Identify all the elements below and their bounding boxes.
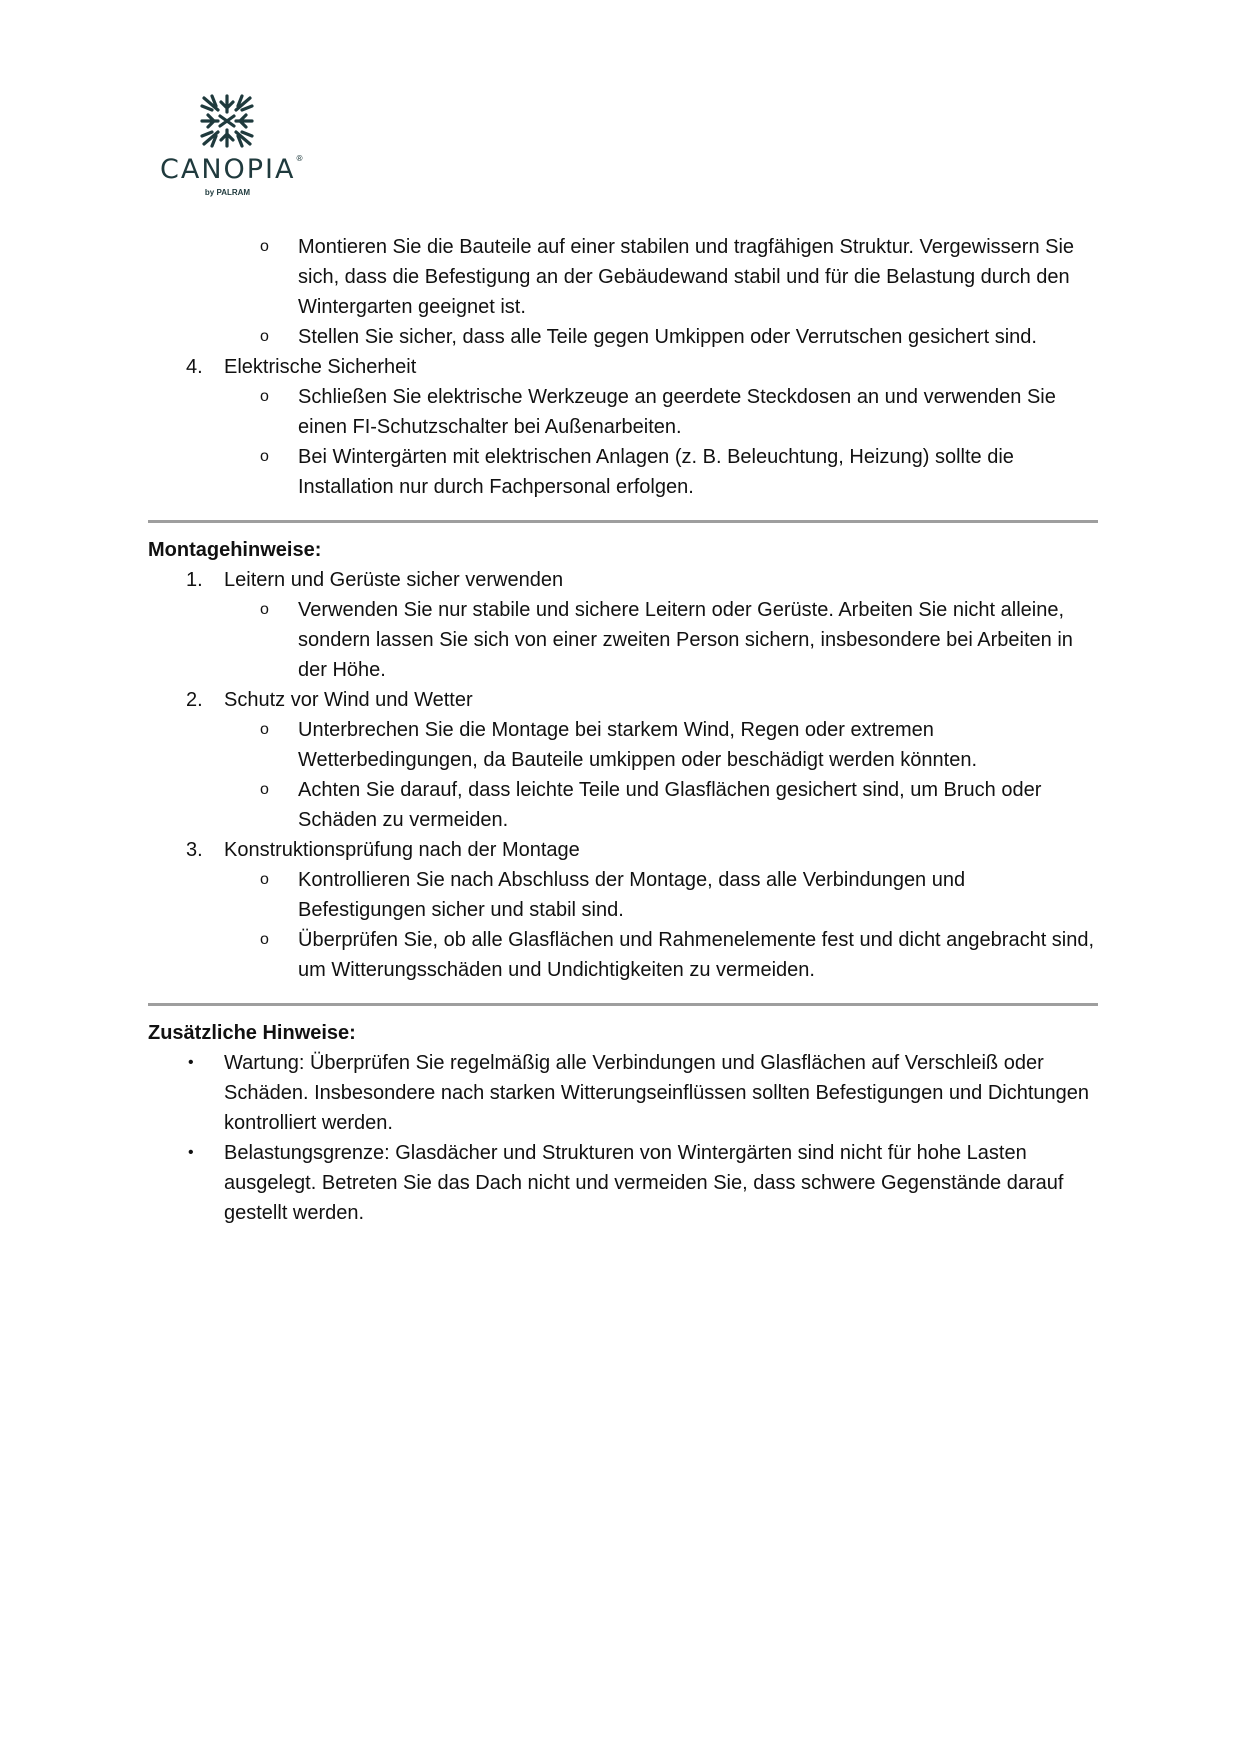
montage-section — [148, 535, 1098, 985]
brand-wordmark — [160, 154, 304, 185]
numbered-item-electrical-safety — [148, 352, 1098, 382]
list-item-title: Konstruktionsprüfung nach der Montage — [224, 839, 580, 861]
list-item-text: Stellen Sie sicher, dass alle Teile gegen Umkippen oder Verrutschen gesichert sind. — [298, 326, 1037, 348]
bullet-icon: • — [188, 1054, 194, 1071]
list-number: 2. — [186, 689, 203, 711]
list-item-title: Schutz vor Wind und Wetter — [224, 689, 473, 711]
section-heading: Montagehinweise: — [148, 539, 322, 561]
list-item-text: Unterbrechen Sie die Montage bei starkem Wind, Regen oder extremen Wetterbedingungen, da Bauteile umkippen oder beschädigt werden könnten. — [298, 719, 977, 771]
hollow-bullet-icon: o — [260, 871, 269, 888]
list-number: 4. — [186, 356, 203, 378]
list-item — [148, 925, 1098, 985]
list-item-text: Verwenden Sie nur stabile und sichere Leitern oder Gerüste. Arbeiten Sie nicht alleine, sondern lassen Sie sich von einer zweiten Person sichern, insbesondere bei Arbeiten in der Höhe. — [298, 599, 1073, 681]
hollow-bullet-icon: o — [260, 238, 269, 255]
numbered-item-ladders — [148, 565, 1098, 595]
hollow-bullet-icon: o — [260, 781, 269, 798]
brand-byline: by PALRAM — [204, 188, 251, 197]
additional-notes-section — [148, 1018, 1098, 1228]
list-item-text: Belastungsgrenze: Glasdächer und Strukturen von Wintergärten sind nicht für hohe Lasten ausgelegt. Betreten Sie das Dach nicht und vermeiden Sie, dass schwere Gegenstände darauf gestellt werden. — [224, 1142, 1064, 1224]
hollow-bullet-icon: o — [260, 721, 269, 738]
list-item-text: Achten Sie darauf, dass leichte Teile und Glasflächen gesichert sind, um Bruch oder Schäden zu vermeiden. — [298, 779, 1042, 831]
list-item-text: Montieren Sie die Bauteile auf einer stabilen und tragfähigen Struktur. Vergewissern Sie sich, dass die Befestigung an der Gebäudewand stabil und für die Belastung durch den Wintergarten geeignet ist. — [298, 236, 1075, 318]
hollow-bullet-icon: o — [260, 328, 269, 345]
list-item — [148, 775, 1098, 835]
list-item — [148, 595, 1098, 685]
document-body — [148, 232, 1098, 1228]
section-heading: Zusätzliche Hinweise: — [148, 1022, 356, 1044]
list-item — [148, 382, 1098, 442]
canopia-logo — [160, 90, 304, 200]
list-item — [148, 865, 1098, 925]
list-item-text: Wartung: Überprüfen Sie regelmäßig alle Verbindungen und Glasflächen auf Verschleiß oder Schäden. Insbesondere nach starken Witterungseinflüssen sollten Befestigungen und Dichtungen kontrolliert werden. — [224, 1052, 1090, 1134]
list-number: 1. — [186, 569, 203, 591]
list-item — [148, 1138, 1098, 1228]
list-item-text: Kontrollieren Sie nach Abschluss der Montage, dass alle Verbindungen und Befestigungen sicher und stabil sind. — [298, 869, 966, 921]
list-number: 3. — [186, 839, 203, 861]
hollow-bullet-icon: o — [260, 931, 269, 948]
list-item — [148, 1048, 1098, 1138]
bullet-icon: • — [188, 1144, 194, 1161]
list-item-title: Elektrische Sicherheit — [224, 356, 417, 378]
numbered-item-weather — [148, 685, 1098, 715]
list-item-title: Leitern und Gerüste sicher verwenden — [224, 569, 564, 591]
section-divider — [148, 1003, 1098, 1006]
canopia-tree-mark-icon — [198, 92, 256, 150]
list-item — [148, 322, 1098, 352]
numbered-item-inspection — [148, 835, 1098, 865]
safety-section-continued — [148, 232, 1098, 502]
registered-mark: ® — [295, 154, 304, 163]
list-item-text: Schließen Sie elektrische Werkzeuge an geerdete Steckdosen an und verwenden Sie einen FI-Schutzschalter bei Außenarbeiten. — [298, 386, 1056, 438]
brand-name: CANOPIA — [160, 154, 296, 185]
list-item — [148, 442, 1098, 502]
list-item — [148, 232, 1098, 322]
list-item — [148, 715, 1098, 775]
hollow-bullet-icon: o — [260, 601, 269, 618]
hollow-bullet-icon: o — [260, 388, 269, 405]
list-item-text: Bei Wintergärten mit elektrischen Anlagen (z. B. Beleuchtung, Heizung) sollte die Installation nur durch Fachpersonal erfolgen. — [298, 446, 1014, 498]
hollow-bullet-icon: o — [260, 448, 269, 465]
list-item-text: Überprüfen Sie, ob alle Glasflächen und Rahmenelemente fest und dicht angebracht sind, um Witterungsschäden und Undichtigkeiten zu vermeiden. — [298, 929, 1095, 981]
section-divider — [148, 520, 1098, 523]
